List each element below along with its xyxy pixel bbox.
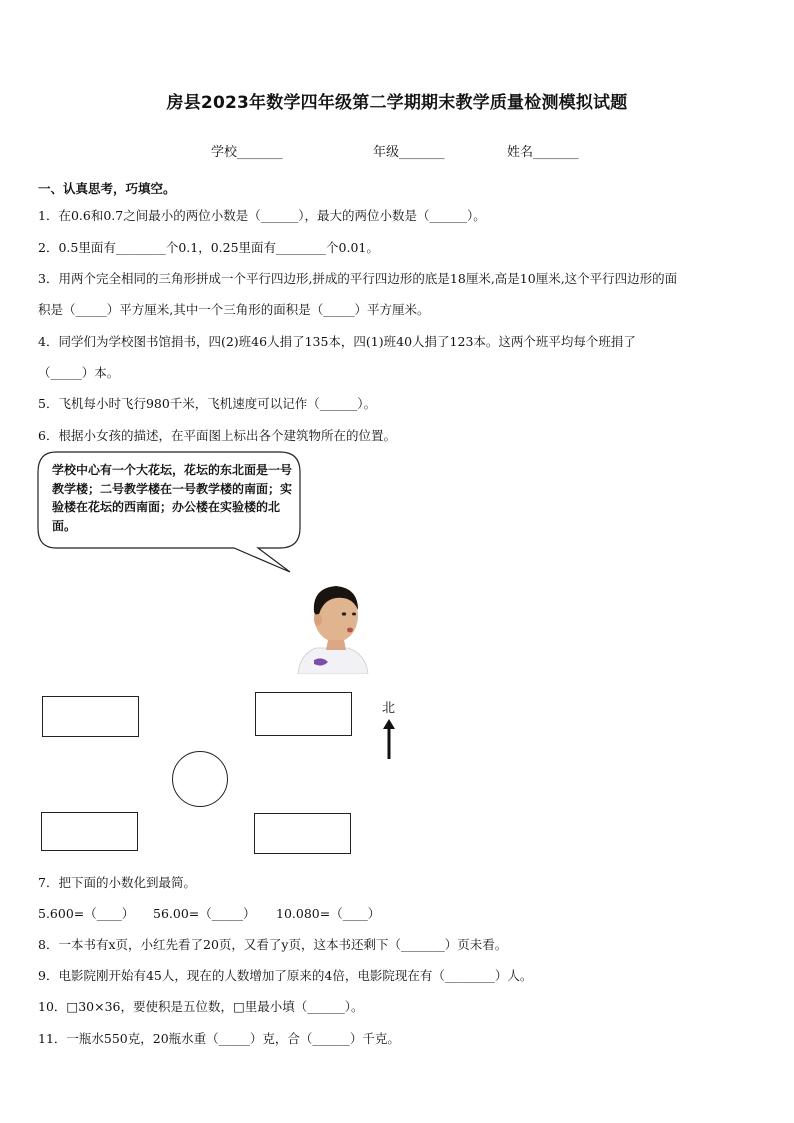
map-box-northeast[interactable]	[255, 692, 352, 736]
north-arrow-icon	[382, 718, 396, 760]
q7-item-1: 5.600=（____）	[38, 906, 135, 921]
question-1: 1．在0.6和0.7之间最小的两位小数是（______），最大的两位小数是（______）。	[38, 208, 486, 223]
name-field: 姓名_______	[507, 145, 579, 160]
question-4-line-2: （_____）本。	[38, 365, 120, 380]
question-10: 10．□30×36，要使积是五位数，□里最小填（______）。	[38, 999, 364, 1014]
section-heading: 一、认真思考，巧填空。	[38, 181, 176, 196]
question-4-line-1: 4．同学们为学校图书馆捐书，四(2)班46人捐了135本，四(1)班40人捐了123本。这两个班平均每个班捐了	[38, 334, 636, 349]
question-9: 9．电影院刚开始有45人，现在的人数增加了原来的4倍，电影院现在有（________）人。	[38, 968, 533, 983]
page-title: 房县2023年数学四年级第二学期期末教学质量检测模拟试题	[166, 93, 628, 113]
question-7: 7．把下面的小数化到最简。	[38, 875, 196, 890]
map-box-southwest[interactable]	[41, 812, 138, 851]
question-8: 8．一本书有x页，小红先看了20页，又看了y页，这本书还剩下（_______）页未看。	[38, 937, 508, 952]
question-2: 2．0.5里面有________个0.1，0.25里面有________个0.01。	[38, 240, 379, 255]
child-illustration	[292, 582, 372, 674]
map-box-southeast[interactable]	[254, 813, 351, 854]
question-5: 5．飞机每小时飞行980千米，飞机速度可以记作（______）。	[38, 396, 377, 411]
q7-item-3: 10.080=（____）	[276, 906, 381, 921]
school-field: 学校_______	[211, 145, 283, 160]
map-box-northwest[interactable]	[42, 696, 139, 737]
question-11: 11．一瓶水550克，20瓶水重（_____）克，合（______）千克。	[38, 1031, 400, 1046]
question-3-line-2: 积是（_____）平方厘米,其中一个三角形的面积是（_____）平方厘米。	[38, 302, 430, 317]
grade-field: 年级_______	[373, 145, 445, 160]
flower-bed-circle	[172, 751, 228, 807]
q7-item-2: 56.00=（_____）	[153, 906, 256, 921]
question-6: 6．根据小女孩的描述，在平面图上标出各个建筑物所在的位置。	[38, 428, 396, 443]
bubble-text: 学校中心有一个大花坛，花坛的东北面是一号教学楼；二号教学楼在一号教学楼的南面；实验楼在花坛的西南面；办公楼在实验楼的北面。	[52, 463, 293, 533]
north-label: 北	[382, 701, 396, 716]
question-3-line-1: 3．用两个完全相同的三角形拼成一个平行四边形,拼成的平行四边形的底是18厘米,高是10厘米,这个平行四边形的面	[38, 271, 678, 286]
